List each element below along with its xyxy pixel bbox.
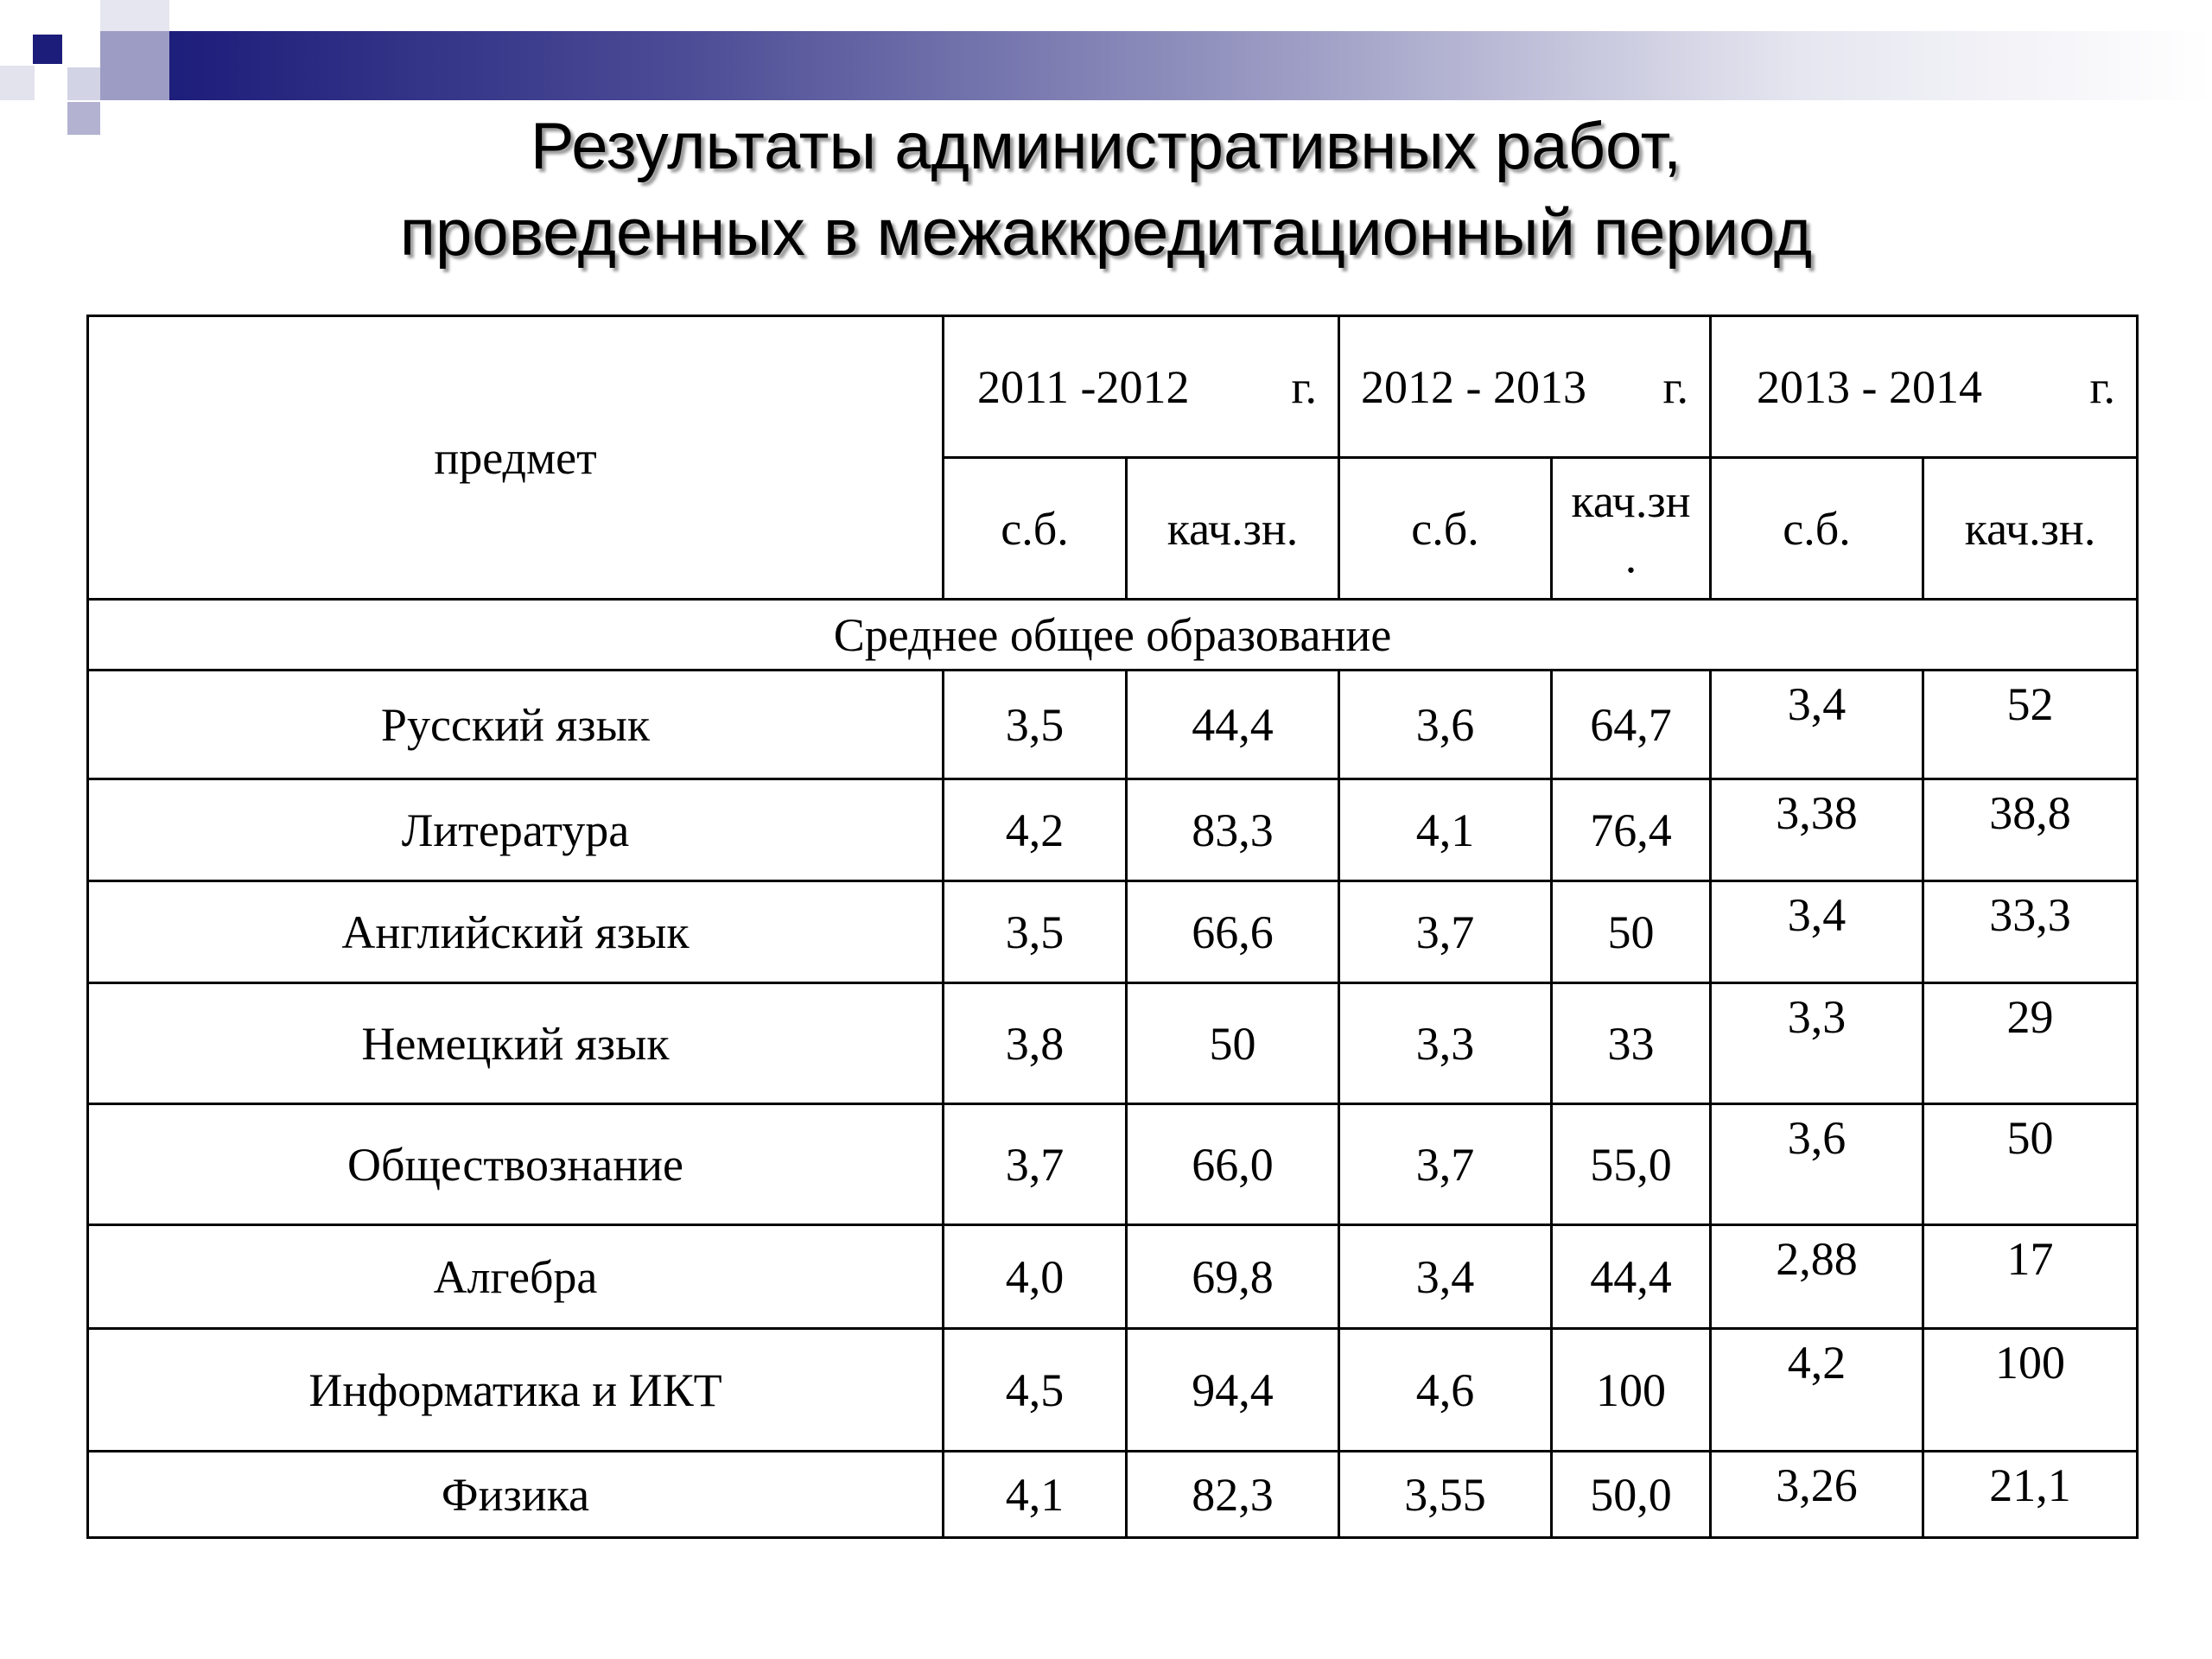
banner-square (33, 35, 62, 64)
year-header-2011-2012 (944, 316, 1339, 458)
kach-value-cell: 52 (1923, 671, 2138, 779)
table-row (88, 671, 2138, 779)
header-row-years (88, 316, 2138, 458)
year-label: 2013 - 2014 (1757, 360, 1983, 413)
kach-value-cell: 21,1 (1923, 1452, 2138, 1538)
slide-title-line-1: Результаты административных работ, (530, 110, 1682, 183)
kach-value-cell: 100 (1552, 1329, 1711, 1452)
sb-value-cell: 3,7 (1339, 881, 1552, 983)
slide-title (0, 104, 2212, 276)
sb-value-cell: 2,88 (1711, 1225, 1923, 1329)
banner-gradient-stripe (156, 31, 2212, 100)
data-rows (88, 671, 2138, 1538)
subject-header: предмет (88, 316, 944, 600)
kach-value-cell: 44,4 (1552, 1225, 1711, 1329)
subject-cell: Алгебра (88, 1225, 944, 1329)
sb-value-cell: 3,5 (944, 671, 1127, 779)
kach-value-cell: 50 (1923, 1104, 2138, 1225)
kach-value-cell: 66,6 (1127, 881, 1339, 983)
kach-value-cell: 83,3 (1127, 779, 1339, 881)
subject-cell: Информатика и ИКТ (88, 1329, 944, 1452)
sb-value-cell: 4,1 (944, 1452, 1127, 1538)
banner-square (67, 67, 100, 100)
subject-cell: Немецкий язык (88, 983, 944, 1104)
kach-value-cell: 17 (1923, 1225, 2138, 1329)
subject-cell: Обществознание (88, 1104, 944, 1225)
kach-value-cell: 69,8 (1127, 1225, 1339, 1329)
sb-value-cell: 3,4 (1711, 671, 1923, 779)
kach-value-cell: 94,4 (1127, 1329, 1339, 1452)
sb-value-cell: 3,55 (1339, 1452, 1552, 1538)
kach-value-cell: 100 (1923, 1329, 2138, 1452)
kach-header-line: кач.зн (1571, 474, 1691, 527)
kach-header-wrapped (1552, 458, 1711, 600)
sb-value-cell: 3,38 (1711, 779, 1923, 881)
kach-value-cell: 44,4 (1127, 671, 1339, 779)
sb-header: с.б. (1711, 458, 1923, 600)
table-row (88, 1329, 2138, 1452)
sb-value-cell: 4,0 (944, 1225, 1127, 1329)
kach-value-cell: 76,4 (1552, 779, 1711, 881)
kach-value-cell: 82,3 (1127, 1452, 1339, 1538)
table-row (88, 881, 2138, 983)
banner-square (0, 66, 35, 100)
year-suffix: г. (1662, 360, 1689, 413)
subject-cell: Литература (88, 779, 944, 881)
sb-value-cell: 3,3 (1711, 983, 1923, 1104)
table-row (88, 983, 2138, 1104)
subject-cell: Английский язык (88, 881, 944, 983)
sb-value-cell: 3,7 (1339, 1104, 1552, 1225)
sb-value-cell: 4,1 (1339, 779, 1552, 881)
kach-value-cell: 33 (1552, 983, 1711, 1104)
year-suffix: г. (1291, 360, 1318, 413)
kach-value-cell: 66,0 (1127, 1104, 1339, 1225)
year-header-2012-2013 (1339, 316, 1711, 458)
section-row (88, 600, 2138, 671)
kach-value-cell: 55,0 (1552, 1104, 1711, 1225)
sb-value-cell: 3,4 (1339, 1225, 1552, 1329)
sb-value-cell: 3,3 (1339, 983, 1552, 1104)
table-row (88, 1452, 2138, 1538)
sb-value-cell: 3,4 (1711, 881, 1923, 983)
section-label: Среднее общее образование (88, 600, 2138, 671)
sb-value-cell: 3,6 (1339, 671, 1552, 779)
table-row (88, 1225, 2138, 1329)
year-label: 2011 -2012 (977, 360, 1190, 413)
kach-header: кач.зн. (1127, 458, 1339, 600)
sb-value-cell: 4,5 (944, 1329, 1127, 1452)
kach-header-line: . (1624, 530, 1637, 582)
banner-square (100, 0, 169, 31)
slide-title-line-2: проведенных в межаккредитационный период (399, 196, 1813, 270)
sb-value-cell: 3,7 (944, 1104, 1127, 1225)
kach-value-cell: 38,8 (1923, 779, 2138, 881)
banner-square (100, 31, 169, 100)
kach-value-cell: 64,7 (1552, 671, 1711, 779)
sb-value-cell: 3,26 (1711, 1452, 1923, 1538)
sb-header: с.б. (944, 458, 1127, 600)
sb-value-cell: 4,2 (1711, 1329, 1923, 1452)
sb-value-cell: 3,8 (944, 983, 1127, 1104)
sb-value-cell: 4,2 (944, 779, 1127, 881)
kach-header: кач.зн. (1923, 458, 2138, 600)
sb-header: с.б. (1339, 458, 1552, 600)
results-table (86, 315, 2139, 1539)
sb-value-cell: 3,6 (1711, 1104, 1923, 1225)
kach-value-cell: 50 (1127, 983, 1339, 1104)
kach-value-cell: 50 (1552, 881, 1711, 983)
table-row (88, 1104, 2138, 1225)
subject-cell: Русский язык (88, 671, 944, 779)
sb-value-cell: 4,6 (1339, 1329, 1552, 1452)
year-header-2013-2014 (1711, 316, 2138, 458)
kach-value-cell: 33,3 (1923, 881, 2138, 983)
year-label: 2012 - 2013 (1361, 360, 1586, 413)
sb-value-cell: 3,5 (944, 881, 1127, 983)
kach-value-cell: 29 (1923, 983, 2138, 1104)
year-suffix: г. (2089, 360, 2116, 413)
table-row (88, 779, 2138, 881)
kach-value-cell: 50,0 (1552, 1452, 1711, 1538)
subject-cell: Физика (88, 1452, 944, 1538)
